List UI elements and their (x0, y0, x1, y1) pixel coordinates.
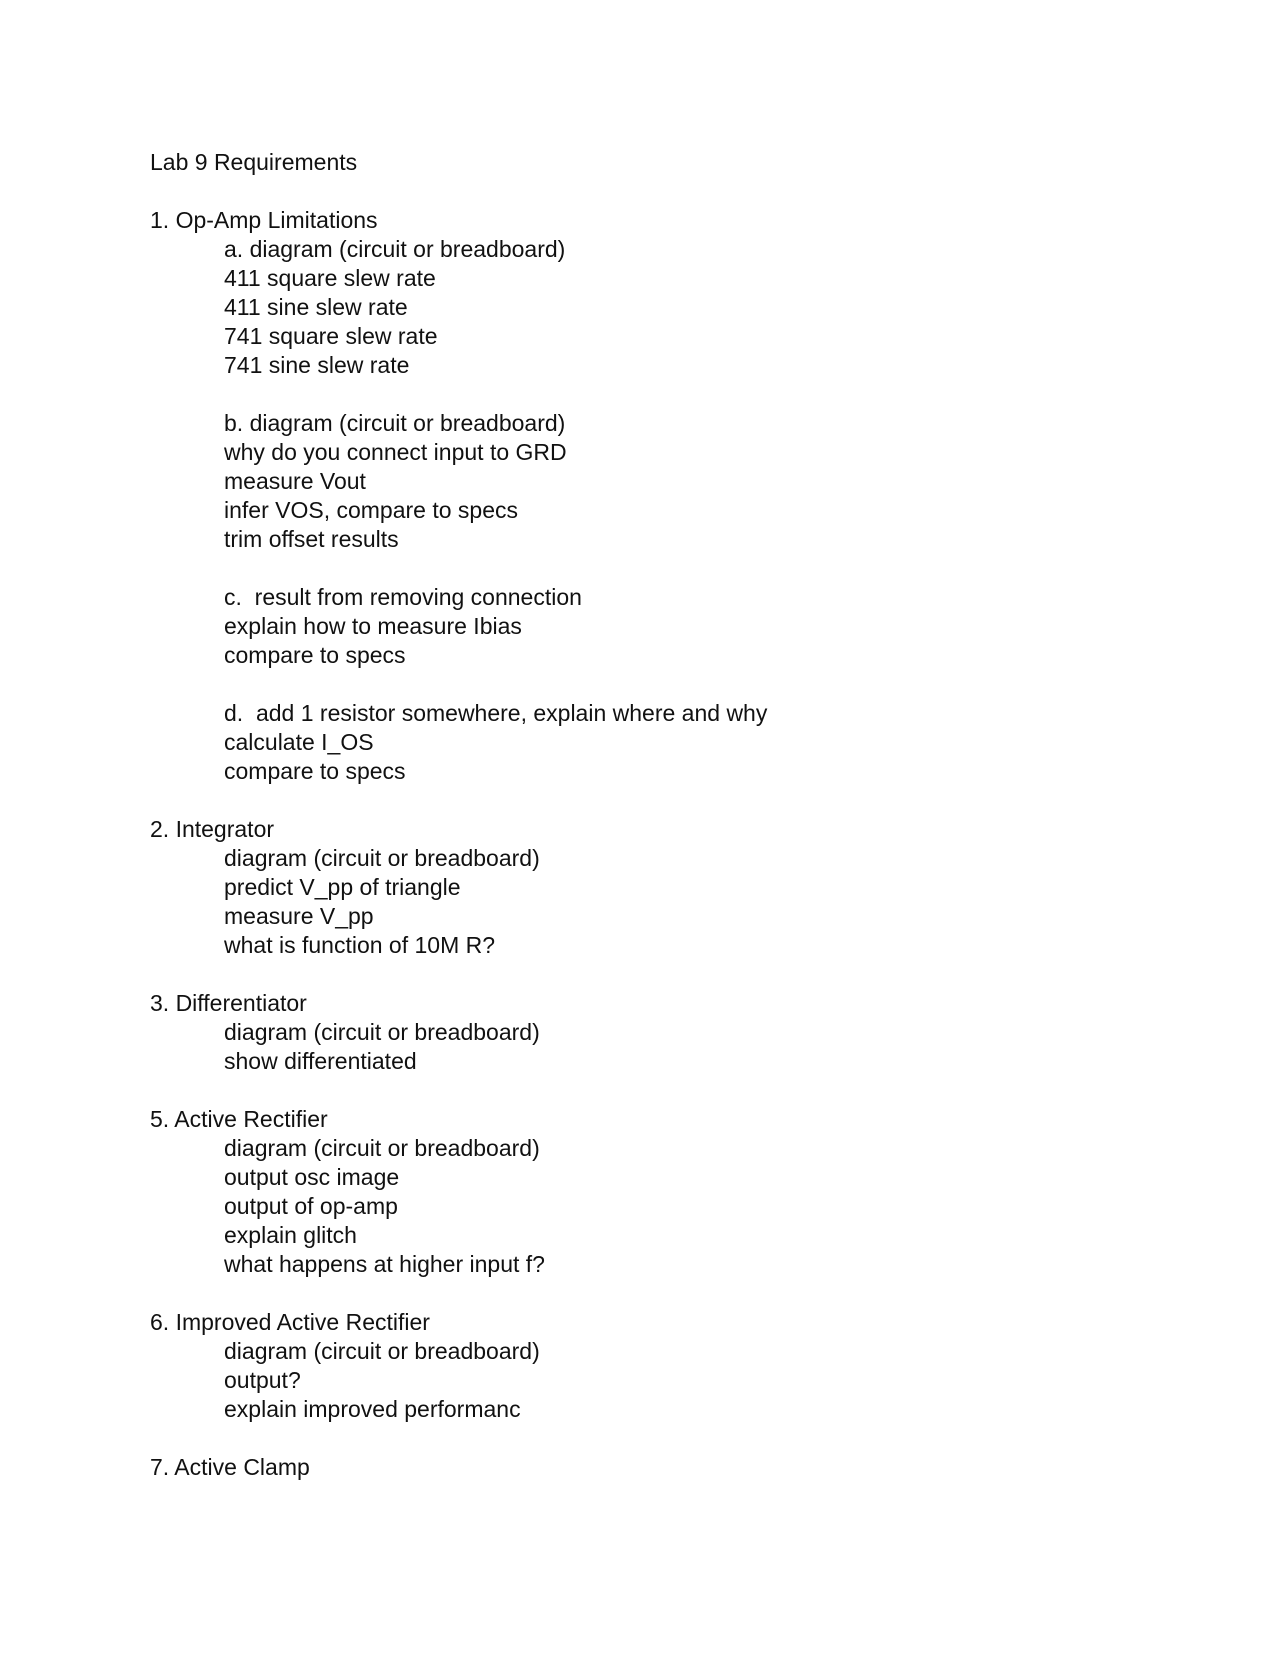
blank-line (150, 380, 1150, 409)
requirement-item: compare to specs (224, 642, 406, 668)
requirement-section (150, 815, 1150, 960)
requirement-item: explain glitch (224, 1222, 357, 1248)
blank-line (150, 554, 1150, 583)
requirement-item: compare to specs (224, 758, 406, 784)
requirement-item: 411 sine slew rate (224, 294, 408, 320)
requirement-item: trim offset results (224, 526, 399, 552)
section-heading: 5. Active Rectifier (150, 1106, 328, 1132)
section-heading: 1. Op-Amp Limitations (150, 207, 378, 233)
requirement-item: what is function of 10M R? (224, 932, 496, 958)
requirement-item: 741 square slew rate (224, 323, 438, 349)
requirement-section (150, 1453, 1150, 1482)
requirement-section (150, 1308, 1150, 1424)
blank-line (150, 960, 1150, 989)
requirement-item: diagram (circuit or breadboard) (224, 1135, 540, 1161)
section-heading: 6. Improved Active Rectifier (150, 1309, 430, 1335)
document-title: Lab 9 Requirements (150, 149, 358, 175)
section-heading: 2. Integrator (150, 816, 275, 842)
requirements-list (150, 177, 1150, 1482)
document-body (150, 148, 1150, 1482)
requirement-item: output osc image (224, 1164, 400, 1190)
requirement-item: what happens at higher input f? (224, 1251, 545, 1277)
requirement-section (150, 989, 1150, 1076)
requirement-item: output? (224, 1367, 301, 1393)
requirement-item: measure V_pp (224, 903, 374, 929)
blank-line (150, 1279, 1150, 1308)
blank-line (150, 1424, 1150, 1453)
requirement-item: 411 square slew rate (224, 265, 436, 291)
section-heading: 7. Active Clamp (150, 1454, 310, 1480)
requirement-item: diagram (circuit or breadboard) (224, 1019, 540, 1045)
requirement-item: show differentiated (224, 1048, 417, 1074)
requirement-item: calculate I_OS (224, 729, 374, 755)
requirement-item: c. result from removing connection (224, 584, 582, 610)
requirement-item: diagram (circuit or breadboard) (224, 1338, 540, 1364)
requirement-item: 741 sine slew rate (224, 352, 410, 378)
requirement-item: infer VOS, compare to specs (224, 497, 519, 523)
requirement-section (150, 1105, 1150, 1279)
requirement-item: b. diagram (circuit or breadboard) (224, 410, 566, 436)
section-heading: 3. Differentiator (150, 990, 307, 1016)
requirement-section (150, 206, 1150, 786)
requirement-item: measure Vout (224, 468, 366, 494)
requirement-item: predict V_pp of triangle (224, 874, 461, 900)
blank-line (150, 177, 1150, 206)
blank-line (150, 670, 1150, 699)
requirement-item: explain improved performanc (224, 1396, 521, 1422)
requirement-item: explain how to measure Ibias (224, 613, 522, 639)
requirement-item: output of op-amp (224, 1193, 398, 1219)
requirement-item: why do you connect input to GRD (224, 439, 567, 465)
requirement-item: a. diagram (circuit or breadboard) (224, 236, 566, 262)
requirement-item: diagram (circuit or breadboard) (224, 845, 540, 871)
requirement-item: d. add 1 resistor somewhere, explain where and why (224, 700, 768, 726)
blank-line (150, 786, 1150, 815)
blank-line (150, 1076, 1150, 1105)
